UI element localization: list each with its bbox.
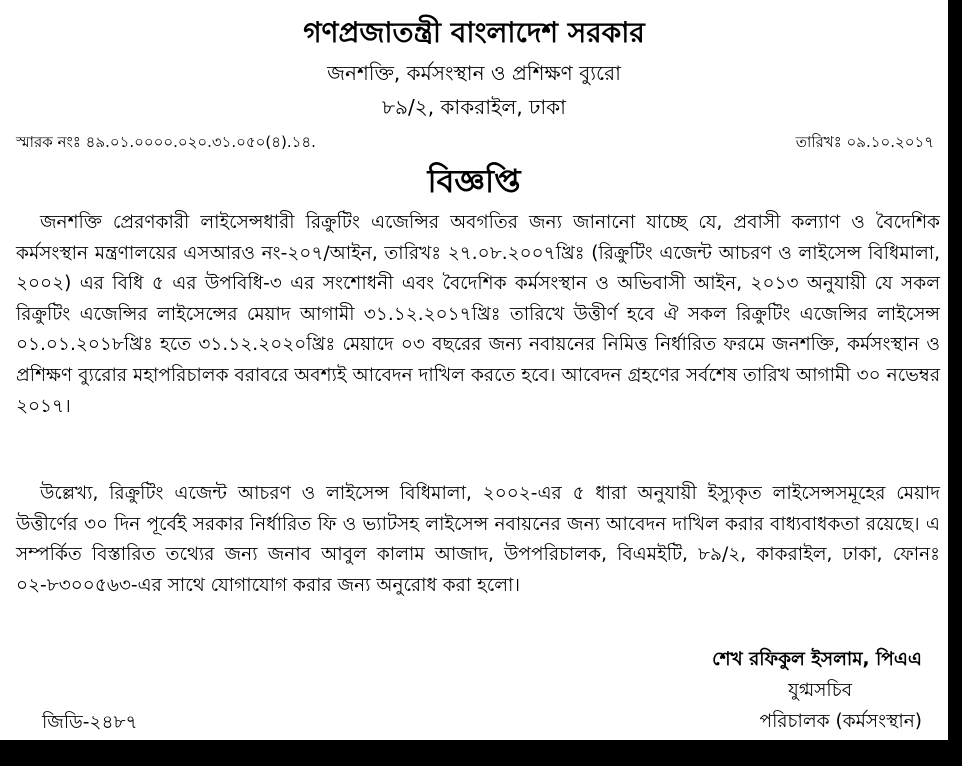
signature-block [602, 644, 922, 737]
notice-title: বিজ্ঞপ্তি [427, 162, 521, 200]
memo-date: তারিখঃ ০৯.১০.২০১৭ [795, 133, 934, 151]
signatory-designation: যুগ্মসচিব [788, 680, 852, 701]
signatory-office: পরিচালক (কর্মসংস্থান) [759, 711, 922, 732]
memo-row [16, 130, 934, 154]
memo-number: স্মারক নংঃ ৪৯.০১.০০০০.০২০.৩১.০৫০(৪).১৪. [16, 133, 316, 151]
gd-reference: জিডি-২৪৮৭ [42, 712, 138, 733]
notice-paragraph-2: উল্লেখ্য, রিক্রুটিং এজেন্ট আচরণ ও লাইসেন্স বিধিমালা, ২০০২-এর ৫ ধারা অনুযায়ী ইস্যুকৃত লাইসেন্সসমূহের মেয়াদ উত্তীর্ণের ৩০ দিন পূর্বেই সরকার নির্ধারিত ফি ও ভ্যাটসহ লাইসেন্স নবায়নের জন্য আবেদন দাখিল করার বাধ্যবাধকতা রয়েছে। এ সম্পর্কিত বিস্তারিত তথ্যের জন্য জনাব আবুল কালাম আজাদ, উপপরিচালক, বিএমইটি, ৮৯/২, কাকরাইল, ঢাকা, ফোনঃ ০২-৮৩০০৫৬৩-এর সাথে যোগাযোগ করার জন্য অনুরোধ করা হলো। [16, 483, 940, 596]
signatory-name: শেখ রফিকুল ইসলাম, পিএএ [712, 649, 922, 670]
bureau-name: জনশক্তি, কর্মসংস্থান ও প্রশিক্ষণ ব্যুরো [327, 61, 621, 85]
notice-paragraph-1: জনশক্তি প্রেরণকারী লাইসেন্সধারী রিক্রুটিং এজেন্সির অবগতির জন্য জানানো যাচ্ছে যে, প্রবাসী কল্যাণ ও বৈদেশিক কর্মসংস্থান মন্ত্রণালয়ের এসআরও নং-২০৭/আইন, তারিখঃ ২৭.০৮.২০০৭খ্রিঃ (রিক্রুটিং এজেন্ট আচরণ ও লাইসেন্স বিধিমালা, ২০০২) এর বিধি ৫ এর উপবিধি-৩ এর সংশোধনী এবং বৈদেশিক কর্মসংস্থান ও অভিবাসী আইন, ২০১৩ অনুযায়ী যে সকল রিক্রুটিং এজেন্সির লাইসেন্সের মেয়াদ আগামী ৩১.১২.২০১৭খ্রিঃ তারিখে উত্তীর্ণ হবে ঐ সকল রিক্রুটিং এজেন্সির লাইসেন্স ০১.০১.২০১৮খ্রিঃ হতে ৩১.১২.২০২০খ্রিঃ মেয়াদে ০৩ বছরের জন্য নবায়নের নিমিত্ত নির্ধারিত ফরমে জনশক্তি, কর্মসংস্থান ও প্রশিক্ষণ ব্যুরোর মহাপরিচালক বরাবরে অবশ্যই আবেদন দাখিল করতে হবে। আবেদন গ্রহণের সর্বশেষ তারিখ আগামী ৩০ নভেম্বর ২০১৭। [16, 212, 940, 417]
government-title: গণপ্রজাতন্ত্রী বাংলাদেশ সরকার [303, 16, 645, 49]
office-address: ৮৯/২, কাকরাইল, ঢাকা [382, 95, 566, 119]
